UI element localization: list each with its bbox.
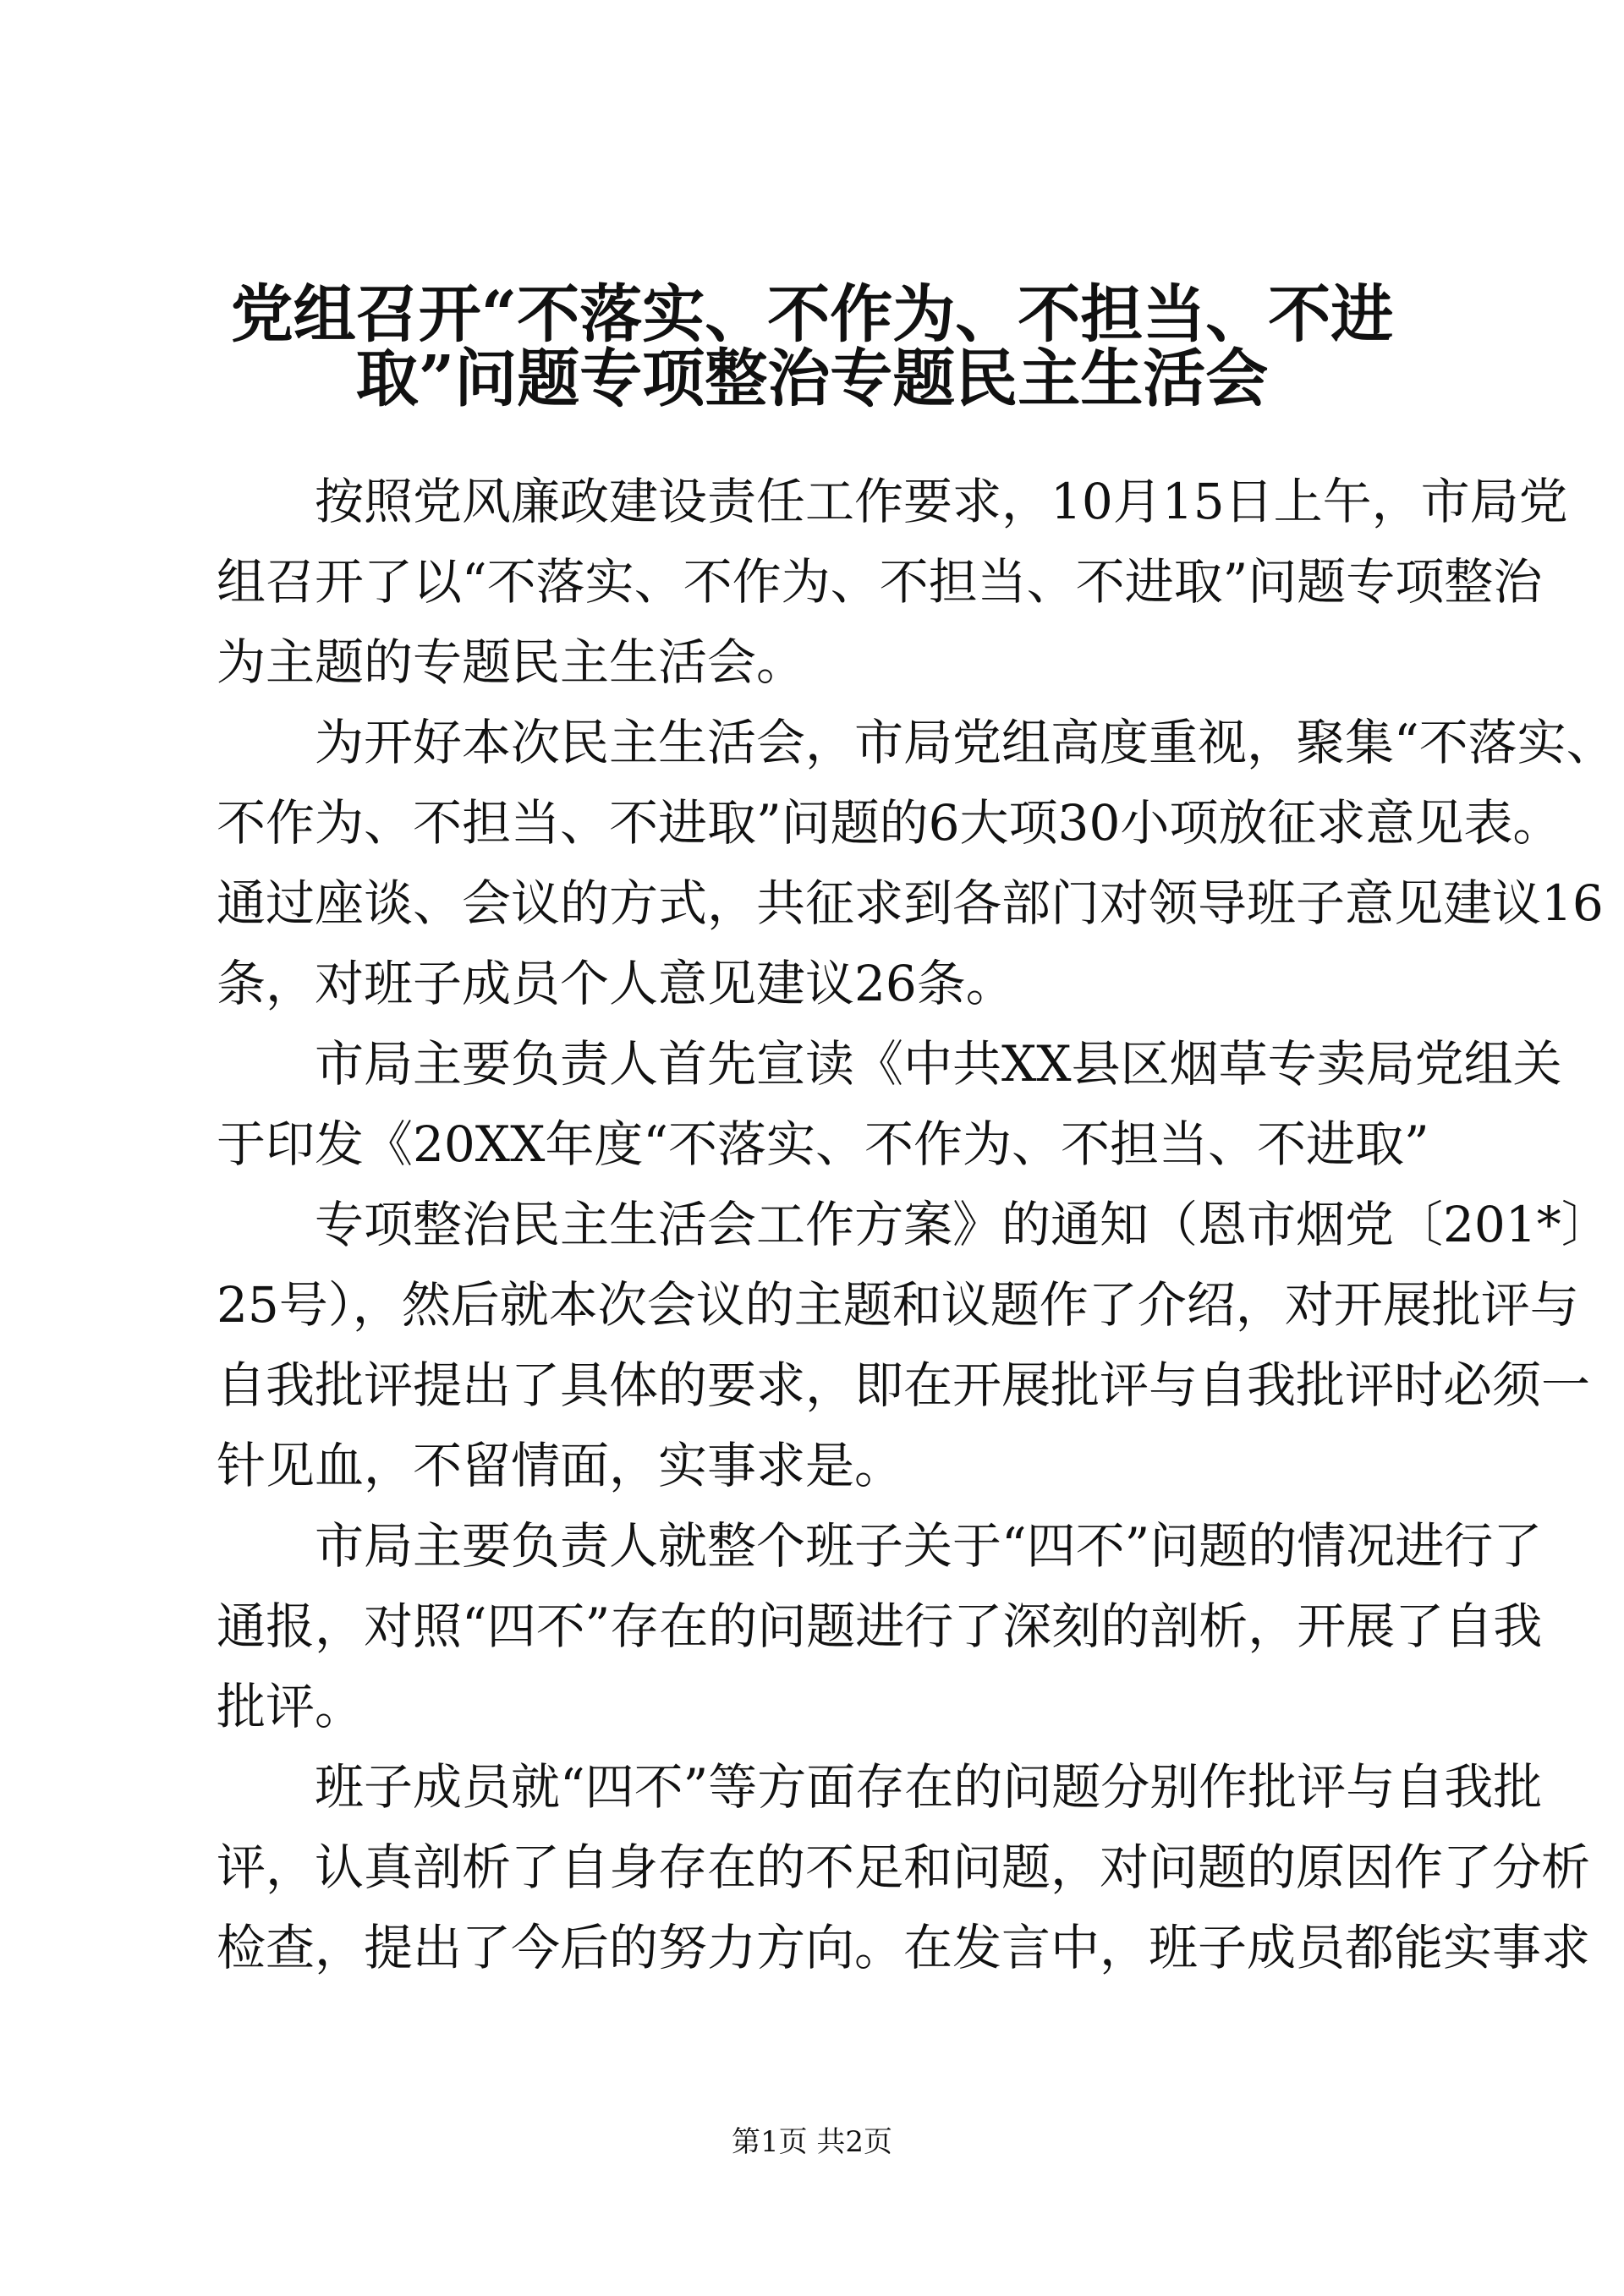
text-line: 检查，提出了今后的努力方向。在发言中，班子成员都能实事求 bbox=[217, 1919, 1591, 1976]
document-body bbox=[217, 462, 1616, 1988]
text-line: 市局主要负责人首先宣读《中共XX县区烟草专卖局党组关 bbox=[315, 1035, 1562, 1093]
paragraph bbox=[217, 703, 1616, 1024]
text-line: 通报，对照“四不”存在的问题进行了深刻的剖析，开展了自我 bbox=[217, 1597, 1543, 1655]
text-line: 市局主要负责人就整个班子关于“四不”问题的情况进行了 bbox=[315, 1517, 1543, 1575]
paragraph bbox=[217, 1024, 1562, 1185]
document-title bbox=[203, 278, 1421, 415]
text-line: 针见血，不留情面，实事求是。 bbox=[217, 1437, 904, 1494]
title-line: 取”问题专项整治专题民主生活会 bbox=[355, 342, 1269, 415]
paragraph bbox=[217, 1185, 1610, 1506]
text-line: 专项整治民主生活会工作方案》的通知（恩市烟党〔201*〕 bbox=[315, 1196, 1610, 1253]
paragraph bbox=[217, 1506, 1543, 1747]
text-line: 通过座谈、会议的方式，共征求到各部门对领导班子意见建议16 bbox=[217, 874, 1604, 932]
text-line: 组召开了以“不落实、不作为、不担当、不进取”问题专项整治 bbox=[217, 553, 1543, 611]
text-line: 为主题的专题民主生活会。 bbox=[217, 633, 806, 691]
text-line: 班子成员就“四不”等方面存在的问题分别作批评与自我批 bbox=[315, 1758, 1543, 1816]
paragraph bbox=[217, 1747, 1591, 1988]
text-line: 条，对班子成员个人意见建议26条。 bbox=[217, 955, 1015, 1012]
text-line: 于印发《20XX年度“不落实、不作为、不担当、不进取” bbox=[217, 1115, 1429, 1173]
title-line: 党组召开“不落实、不作为、不担当、不进 bbox=[230, 278, 1394, 351]
text-line: 评，认真剖析了自身存在的不足和问题，对问题的原因作了分析 bbox=[217, 1838, 1591, 1896]
paragraph bbox=[217, 462, 1568, 703]
page-number: 第1页 共2页 bbox=[731, 2125, 893, 2159]
text-line: 25号），然后就本次会议的主题和议题作了介绍，对开展批评与 bbox=[217, 1276, 1579, 1334]
text-line: 不作为、不担当、不进取”问题的6大项30小项放征求意见表。 bbox=[217, 794, 1562, 852]
text-line: 自我批评提出了具体的要求，即在开展批评与自我批评时必须一 bbox=[217, 1356, 1591, 1414]
text-line: 批评。 bbox=[217, 1678, 365, 1735]
text-line: 按照党风廉政建设责任工作要求，10月15日上午，市局党 bbox=[315, 473, 1568, 530]
text-line: 为开好本次民主生活会，市局党组高度重视，聚集“不落实、 bbox=[315, 714, 1616, 771]
